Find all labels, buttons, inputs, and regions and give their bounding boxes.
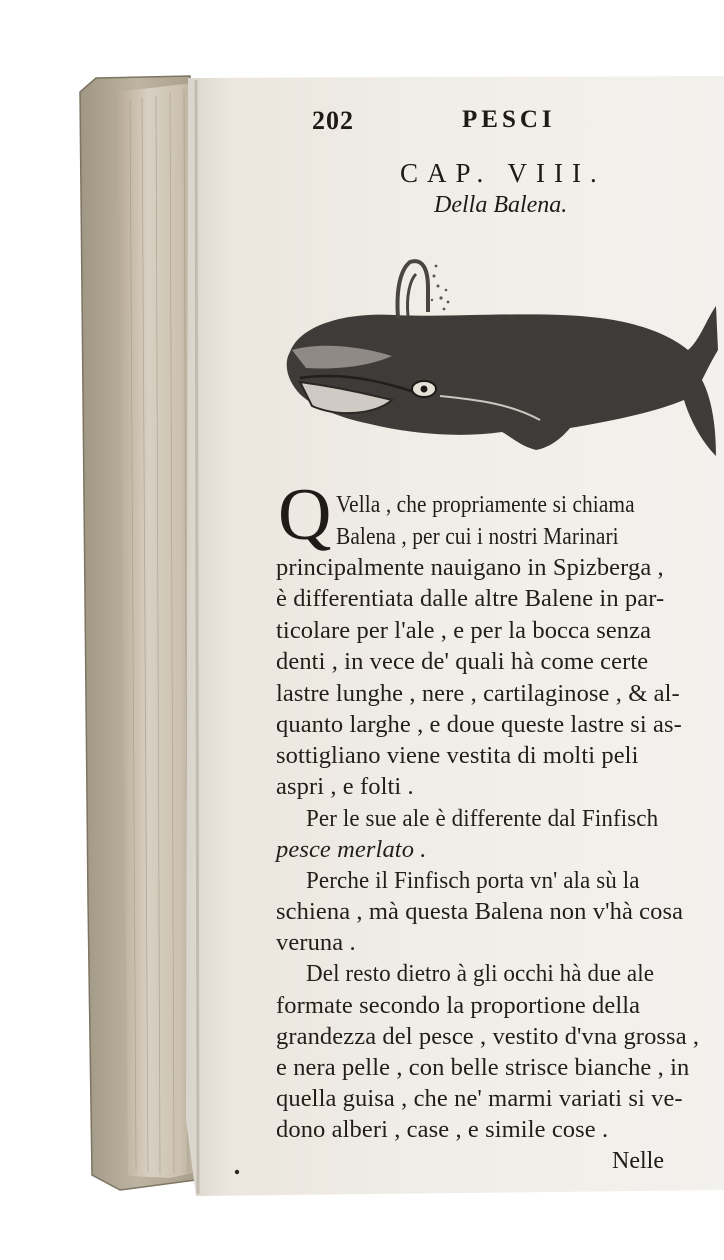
text-line: denti , in vece de' quali hà come certe <box>276 648 649 675</box>
text-line: è differentiata dalle altre Balene in par- <box>276 585 665 612</box>
running-head: PESCI <box>462 106 556 133</box>
text-line: e nera pelle , con belle strisce bianche , in <box>276 1054 690 1081</box>
text-line: Vella , che propriamente si chiama <box>336 491 635 518</box>
text-line: formate secondo la proportione della <box>276 992 641 1019</box>
text-line: ticolare per l'ale , e per la bocca senza <box>276 617 652 644</box>
drop-cap: Q <box>278 474 332 556</box>
page-number: 202 <box>312 106 354 135</box>
text-line: Del resto dietro à gli occhi hà due ale <box>306 960 655 987</box>
chapter-heading: CAP. VIII. <box>400 158 606 188</box>
text-line: schiena , mà questa Balena non v'hà cosa <box>276 898 684 925</box>
text-line: Per le sue ale è differente dal Finfisch <box>306 805 659 832</box>
text-line: Perche il Finfisch porta vn' ala sù la <box>306 867 640 894</box>
text-line: quella guisa , che ne' marmi variati si ve- <box>276 1085 683 1112</box>
text-line: quanto larghe , e doue queste lastre si as- <box>276 711 682 738</box>
text-line: dono alberi , case , e simile cose . <box>276 1116 609 1143</box>
text-line: sottigliano viene vestita di molti peli <box>276 742 639 769</box>
text-line: lastre lunghe , nere , cartilaginose , & al- <box>276 680 680 707</box>
text-line: aspri , e folti . <box>276 773 414 800</box>
text-line: grandezza del pesce , vestito d'vna grossa , <box>276 1023 700 1050</box>
chapter-title: Della Balena. <box>434 192 568 218</box>
text-line: pesce merlato . <box>276 836 427 863</box>
catchword: Nelle <box>612 1148 664 1174</box>
text-line: Balena , per cui i nostri Marinari <box>336 523 619 550</box>
text-line: veruna . <box>276 929 356 956</box>
text-line: principalmente nauigano in Spizberga , <box>276 554 664 581</box>
